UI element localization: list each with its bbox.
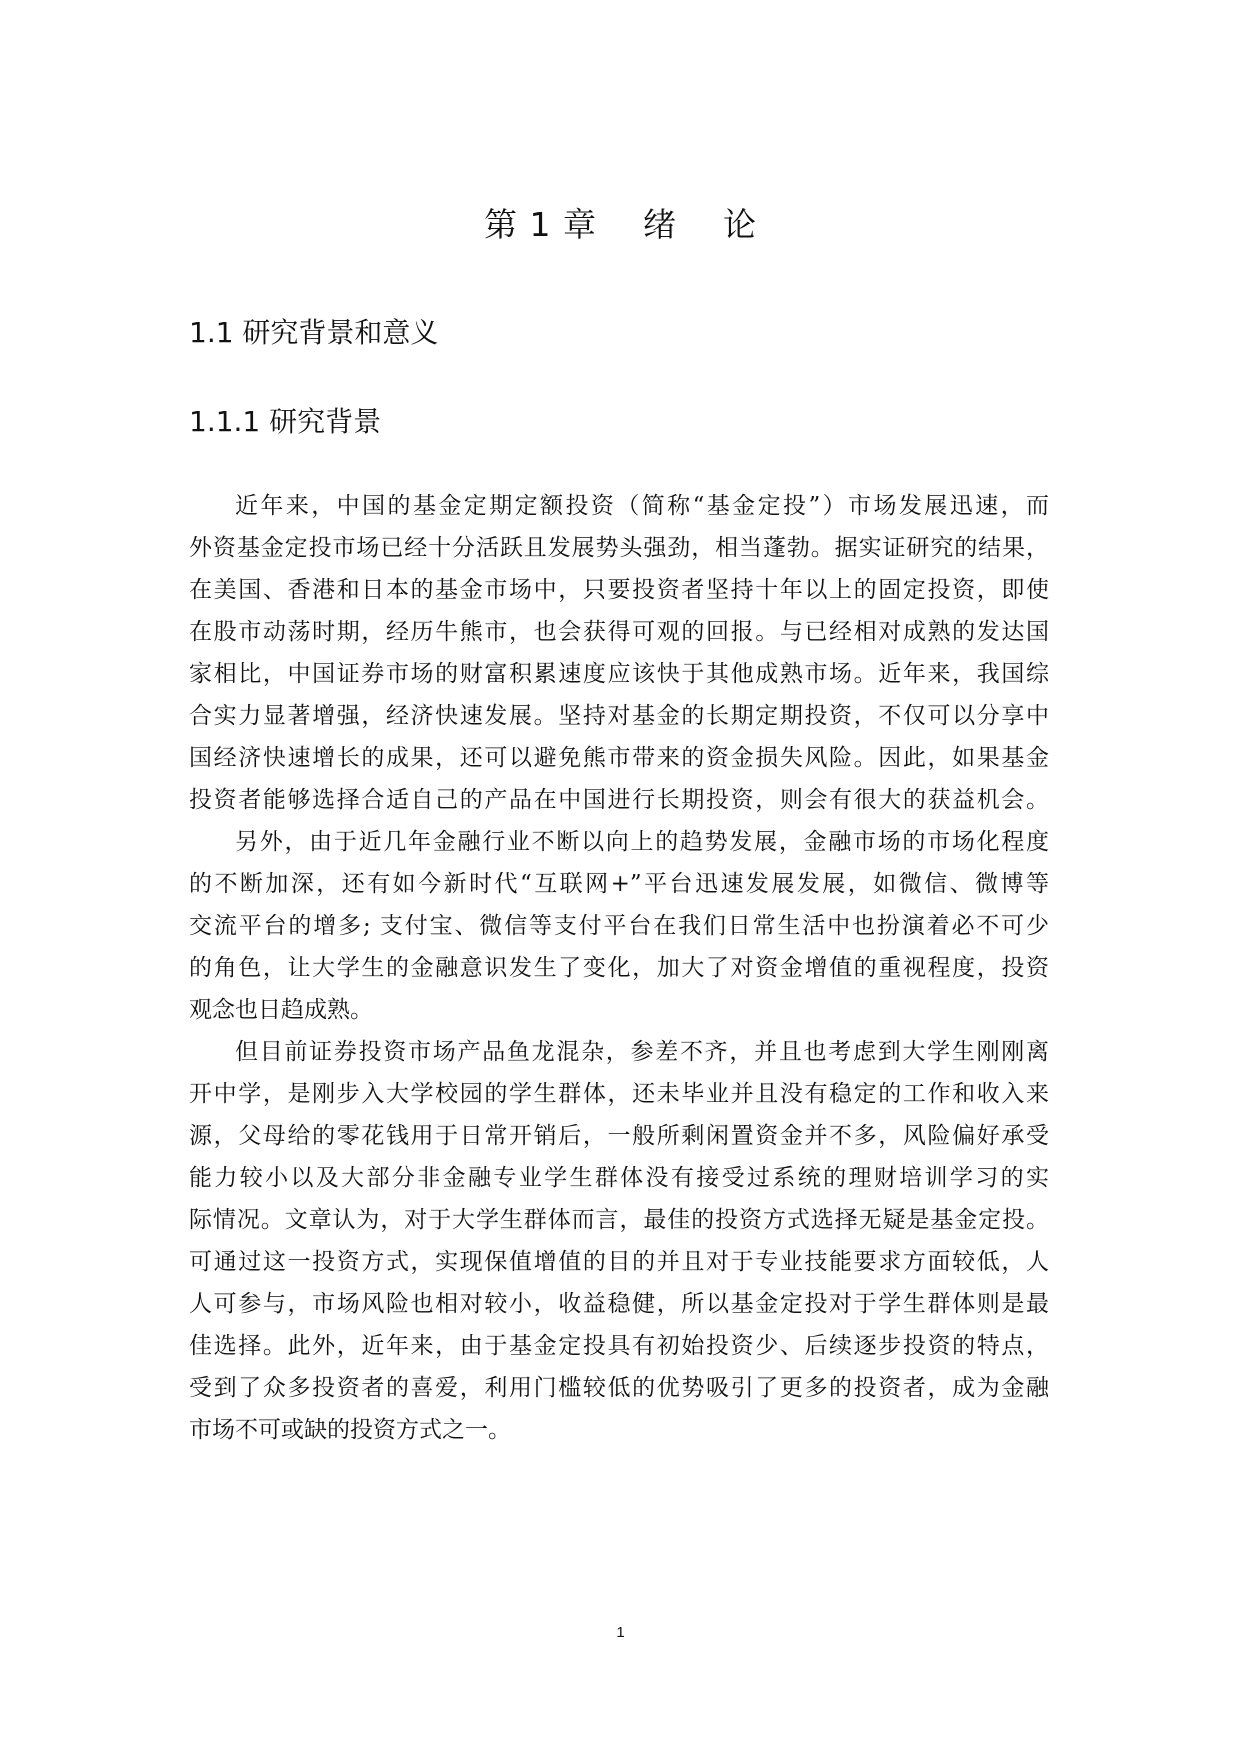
page-number: 1	[616, 1624, 625, 1641]
text-line: 近年来，中国的基金定期定额投资（简称“基金定投”）市场发展迅速，而	[235, 493, 1049, 519]
text-line: 受到了众多投资者的喜爱，利用门槛较低的优势吸引了更多的投资者，成为金融	[189, 1375, 1049, 1401]
text-line: 但目前证券投资市场产品鱼龙混杂，参差不齐，并且也考虑到大学生刚刚离	[235, 1039, 1049, 1065]
paragraph	[189, 1031, 1049, 1451]
text-line: 的角色，让大学生的金融意识发生了变化，加大了对资金增值的重视程度，投资	[189, 955, 1049, 981]
text-line: 投资者能够选择合适自己的产品在中国进行长期投资，则会有很大的获益机会。	[189, 787, 1049, 813]
text-line: 的不断加深，还有如今新时代“互联网+”平台迅速发展发展，如微信、微博等	[189, 871, 1049, 897]
text-line: 能力较小以及大部分非金融专业学生群体没有接受过系统的理财培训学习的实	[189, 1165, 1049, 1191]
text-line: 交流平台的增多; 支付宝、微信等支付平台在我们日常生活中也扮演着必不可少	[189, 913, 1049, 939]
subsection-heading: 1.1.1 研究背景	[189, 405, 382, 438]
text-line: 可通过这一投资方式，实现保值增值的目的并且对于专业技能要求方面较低，人	[189, 1249, 1049, 1275]
chapter-title: 第 1 章 绪 论	[484, 205, 757, 244]
text-line: 外资基金定投市场已经十分活跃且发展势头强劲，相当蓬勃。据实证研究的结果，	[189, 535, 1049, 561]
text-line: 际情况。文章认为，对于大学生群体而言，最佳的投资方式选择无疑是基金定投。	[189, 1207, 1049, 1233]
section-heading: 1.1 研究背景和意义	[189, 316, 439, 349]
text-line: 合实力显著增强，经济快速发展。坚持对基金的长期定期投资，不仅可以分享中	[189, 703, 1049, 729]
text-line: 在股市动荡时期，经历牛熊市，也会获得可观的回报。与已经相对成熟的发达国	[189, 619, 1049, 645]
text-line: 源，父母给的零花钱用于日常开销后，一般所剩闲置资金并不多，风险偏好承受	[189, 1123, 1049, 1149]
text-line: 家相比，中国证券市场的财富积累速度应该快于其他成熟市场。近年来，我国综	[189, 661, 1049, 687]
body-text	[189, 485, 1049, 1451]
text-line: 人可参与，市场风险也相对较小，收益稳健，所以基金定投对于学生群体则是最	[189, 1291, 1049, 1317]
text-line: 在美国、香港和日本的基金市场中，只要投资者坚持十年以上的固定投资，即使	[189, 577, 1049, 603]
text-line: 观念也日趋成熟。	[189, 997, 373, 1023]
paragraph	[189, 821, 1049, 1031]
text-line: 市场不可或缺的投资方式之一。	[189, 1417, 511, 1443]
text-line: 开中学，是刚步入大学校园的学生群体，还未毕业并且没有稳定的工作和收入来	[189, 1081, 1049, 1107]
text-line: 另外，由于近几年金融行业不断以向上的趋势发展，金融市场的市场化程度	[235, 829, 1049, 855]
text-line: 国经济快速增长的成果，还可以避免熊市带来的资金损失风险。因此，如果基金	[189, 745, 1049, 771]
paragraph	[189, 485, 1049, 821]
text-line: 佳选择。此外，近年来，由于基金定投具有初始投资少、后续逐步投资的特点，	[189, 1333, 1049, 1359]
